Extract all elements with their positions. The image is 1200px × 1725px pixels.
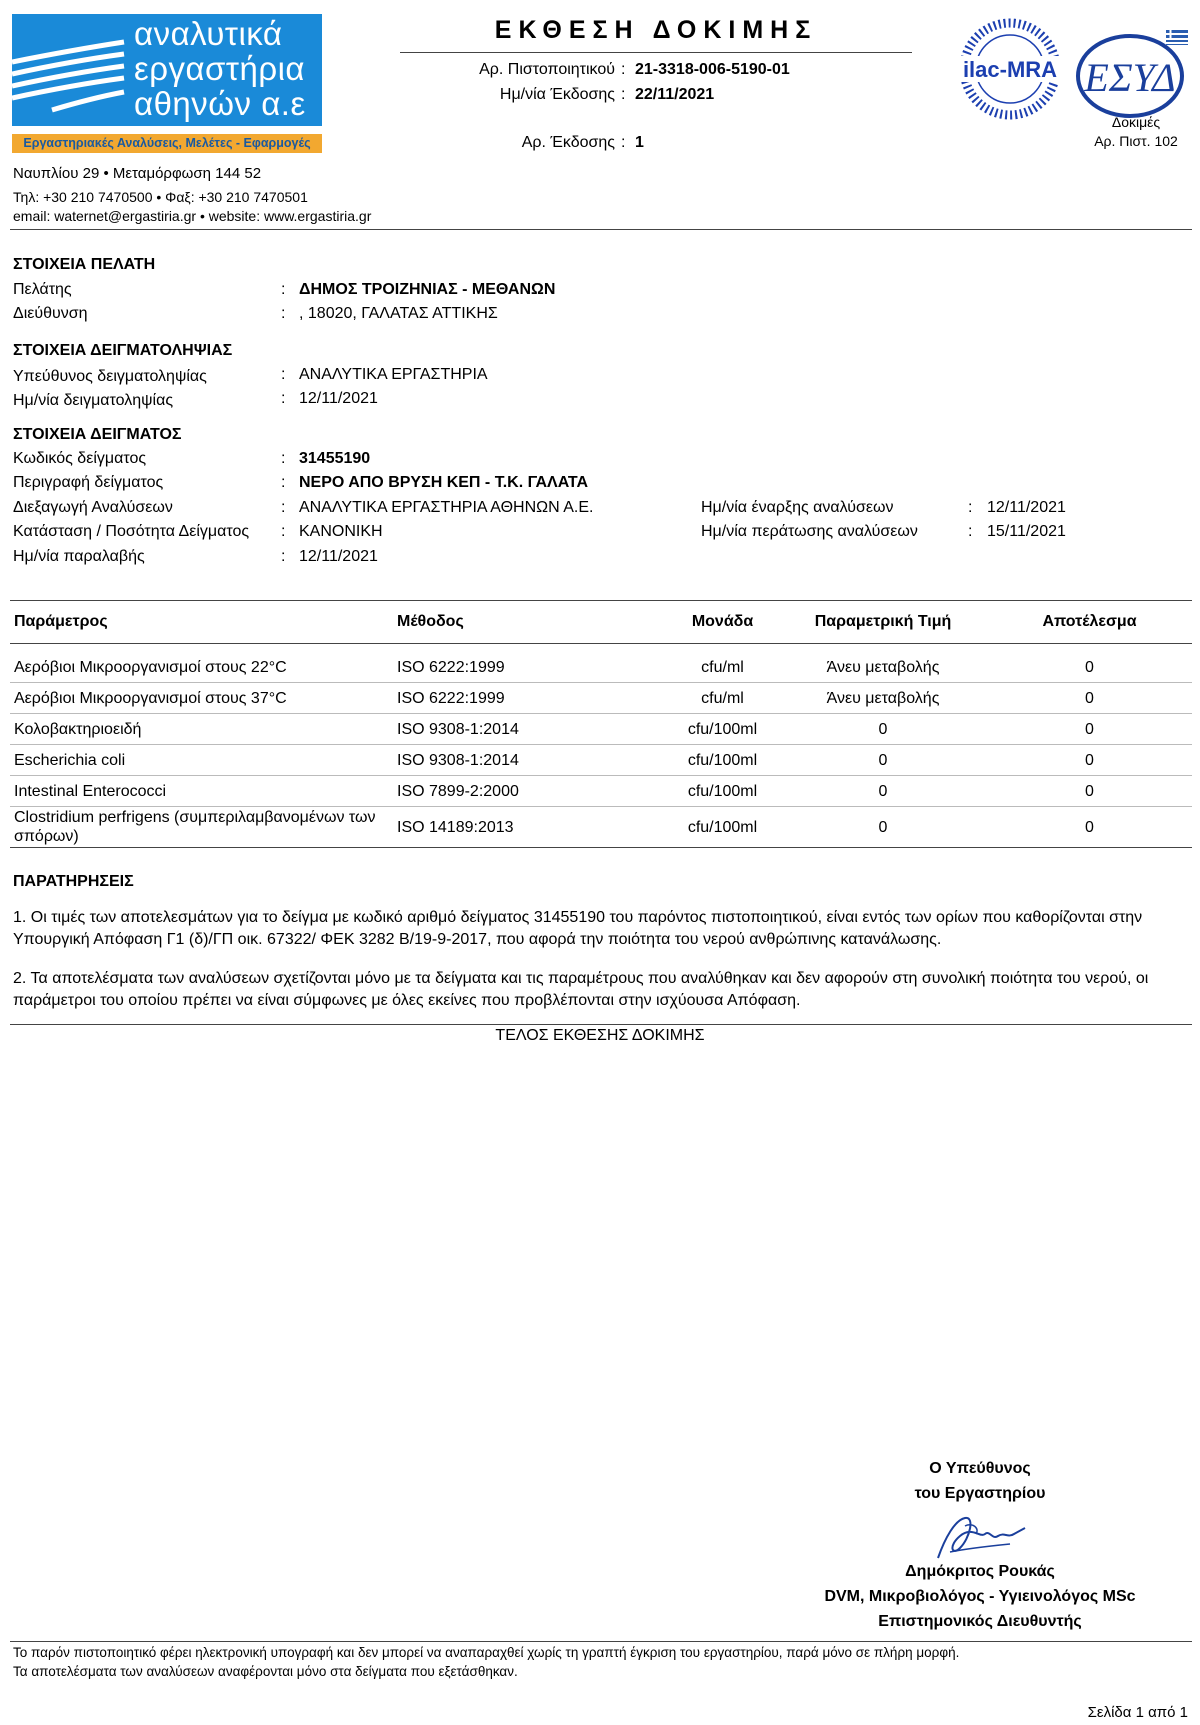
remarks-title: ΠΑΡΑΤΗΡΗΣΕΙΣ xyxy=(13,873,134,890)
sample-section-title: ΣΤΟΙΧΕΙΑ ΔΕΙΓΜΑΤΟΣ xyxy=(13,426,182,443)
cell-parameter: Αερόβιοι Μικροοργανισμοί στους 37°C xyxy=(10,683,393,714)
sample-desc-label: Περιγραφή δείγματος xyxy=(13,474,164,491)
col-param-value: Παραμετρική Τιμή xyxy=(779,601,987,644)
signer-name: Δημόκριτος Ρουκάς xyxy=(905,1563,1055,1580)
sampling-responsible-value: ΑΝΑΛΥΤΙΚΑ ΕΡΓΑΣΤΗΡΙΑ xyxy=(299,366,488,383)
cell-param-value: 0 xyxy=(779,745,987,776)
footer-divider xyxy=(10,1641,1192,1642)
cell-param-value: Άνευ μεταβολής xyxy=(779,644,987,683)
end-of-report: ΤΕΛΟΣ ΕΚΘΕΣΗΣ ΔΟΚΙΜΗΣ xyxy=(495,1027,705,1044)
sample-received-colon: : xyxy=(281,548,286,565)
cell-result: 0 xyxy=(987,714,1192,745)
issue-no-label: Αρ. Έκδοσης xyxy=(521,134,615,151)
cell-param-value: Άνευ μεταβολής xyxy=(779,683,987,714)
analysis-start-label: Ημ/νία έναρξης αναλύσεων xyxy=(701,499,894,516)
remarks-divider xyxy=(10,1024,1192,1025)
cell-unit: cfu/ml xyxy=(666,683,779,714)
cell-unit: cfu/ml xyxy=(666,644,779,683)
logo-line-3: αθηνών α.ε xyxy=(134,85,306,122)
sample-code-value: 31455190 xyxy=(299,450,371,467)
col-unit: Μονάδα xyxy=(666,601,779,644)
cell-result: 0 xyxy=(987,683,1192,714)
cert-value: 21-3318-006-5190-01 xyxy=(635,61,790,78)
analysis-end-label: Ημ/νία περάτωσης αναλύσεων xyxy=(701,523,918,540)
logo-tagline: Εργαστηριακές Αναλύσεις, Μελέτες - Εφαρμογές xyxy=(12,134,322,153)
cell-parameter: Intestinal Enterococci xyxy=(10,776,393,807)
cell-result: 0 xyxy=(987,644,1192,683)
sample-condition-label: Κατάσταση / Ποσότητα Δείγματος xyxy=(13,523,250,540)
remark-1: 1. Οι τιμές των αποτελεσμάτων για το δείγμα με κωδικό αριθμό δείγματος 31455190 του παρόντος πιστοποιητικού, είναι εντός των ορίων που καθορίζονται στην Υπουργική Απόφαση Γ1 (δ)/ΓΠ οικ. 67322/ ΦΕΚ 3282 Β/19-9-2017, που αφορά την ποιότητα του νερού ανθρώπινης κατανάλωσης. xyxy=(13,909,1143,948)
cell-unit: cfu/100ml xyxy=(666,807,779,848)
company-logo xyxy=(12,14,322,126)
esyd-tests-label: Δοκιμές xyxy=(1111,114,1161,130)
table-row xyxy=(10,683,1192,714)
cell-result: 0 xyxy=(987,807,1192,848)
page-number: Σελίδα 1 από 1 xyxy=(1087,1704,1188,1721)
cell-parameter: Αερόβιοι Μικροοργανισμοί στους 22°C xyxy=(10,644,393,683)
sample-received-label: Ημ/νία παραλαβής xyxy=(13,548,145,565)
cell-unit: cfu/100ml xyxy=(666,776,779,807)
esyd-cert-no: Αρ. Πιστ. 102 xyxy=(1094,133,1178,149)
sample-desc-value: ΝΕΡΟ ΑΠΟ ΒΡΥΣΗ ΚΕΠ - Τ.Κ. ΓΑΛΑΤΑ xyxy=(299,474,589,491)
table-row xyxy=(10,714,1192,745)
sampling-responsible-label: Υπεύθυνος δειγματοληψίας xyxy=(13,368,207,385)
sample-received-value: 12/11/2021 xyxy=(299,548,378,565)
sampling-responsible-colon: : xyxy=(281,366,286,383)
sampling-date-value: 12/11/2021 xyxy=(299,390,378,407)
col-method: Μέθοδος xyxy=(393,601,666,644)
logo-swoosh-icon xyxy=(12,14,132,126)
ilac-mra-logo-icon xyxy=(955,18,1065,120)
table-row xyxy=(10,745,1192,776)
logo-line-1: αναλυτικά xyxy=(134,15,283,52)
results-table xyxy=(10,600,1192,848)
title-underline xyxy=(400,52,912,53)
issue-date-label: Ημ/νία Έκδοσης xyxy=(499,86,615,103)
company-address: Ναυπλίου 29 • Μεταμόρφωση 144 52 xyxy=(13,165,262,182)
cell-method: ISO 9308-1:2014 xyxy=(393,714,666,745)
signature-line-1: Ο Υπεύθυνος xyxy=(929,1460,1031,1477)
cell-method: ISO 6222:1999 xyxy=(393,644,666,683)
client-section-title: ΣΤΟΙΧΕΙΑ ΠΕΛΑΤΗ xyxy=(13,256,156,273)
cell-param-value: 0 xyxy=(779,714,987,745)
cert-colon: : xyxy=(621,61,626,78)
signer-title: DVM, Μικροβιολόγος - Υγιεινολόγος MSc xyxy=(824,1588,1136,1605)
ilac-text: ilac-MRA xyxy=(962,57,1058,82)
cell-param-value: 0 xyxy=(779,776,987,807)
issue-no-value: 1 xyxy=(635,134,644,151)
sampling-date-colon: : xyxy=(281,390,286,407)
handwritten-signature-icon xyxy=(930,1508,1030,1563)
document-title: ΕΚΘΕΣΗ ΔΟΚΙΜΗΣ xyxy=(494,16,818,44)
cert-label: Αρ. Πιστοποιητικού xyxy=(479,61,615,78)
sample-code-label: Κωδικός δείγματος xyxy=(13,450,147,467)
cell-unit: cfu/100ml xyxy=(666,745,779,776)
sampling-section-title: ΣΤΟΙΧΕΙΑ ΔΕΙΓΜΑΤΟΛΗΨΙΑΣ xyxy=(13,342,233,359)
issue-date-value: 22/11/2021 xyxy=(635,86,715,103)
header-divider xyxy=(10,229,1192,230)
analysis-end-value: 15/11/2021 xyxy=(987,523,1066,540)
cell-result: 0 xyxy=(987,776,1192,807)
client-address-value: , 18020, ΓΑΛΑΤΑΣ ΑΤΤΙΚΗΣ xyxy=(299,305,498,322)
cell-param-value: 0 xyxy=(779,807,987,848)
table-row xyxy=(10,776,1192,807)
sample-performed-value: ΑΝΑΛΥΤΙΚΑ ΕΡΓΑΣΤΗΡΙΑ ΑΘΗΝΩΝ Α.Ε. xyxy=(299,499,594,516)
signature-line-2: του Εργαστηρίου xyxy=(914,1485,1046,1502)
sampling-date-label: Ημ/νία δειγματοληψίας xyxy=(13,392,174,409)
cell-method: ISO 7899-2:2000 xyxy=(393,776,666,807)
cell-result: 0 xyxy=(987,745,1192,776)
client-value: ΔΗΜΟΣ ΤΡΟΙΖΗΝΙΑΣ - ΜΕΘΑΝΩΝ xyxy=(299,281,556,298)
sample-code-colon: : xyxy=(281,450,286,467)
cell-parameter: Clostridium perfrigens (συμπεριλαμβανομένων των σπόρων) xyxy=(10,807,393,848)
sample-performed-label: Διεξαγωγή Αναλύσεων xyxy=(13,499,173,516)
cell-parameter: Κολοβακτηριοειδή xyxy=(10,714,393,745)
esyd-logo-icon xyxy=(1073,30,1191,120)
cell-method: ISO 9308-1:2014 xyxy=(393,745,666,776)
client-colon: : xyxy=(281,281,286,298)
esyd-text: ΕΣΥΔ xyxy=(1084,55,1176,100)
footer-line-1: Το παρόν πιστοποιητικό φέρει ηλεκτρονική υπογραφή και δεν μπορεί να αναπαραχθεί χωρίς τη γραπτή έγκριση του εργαστηρίου, παρά μόνο σε πλήρη μορφή. xyxy=(13,1645,960,1660)
issue-date-colon: : xyxy=(621,86,626,103)
table-row xyxy=(10,807,1192,848)
signer-role: Επιστημονικός Διευθυντής xyxy=(878,1613,1082,1630)
cell-method: ISO 6222:1999 xyxy=(393,683,666,714)
greek-flag-icon xyxy=(1166,30,1188,45)
remark-2: 2. Τα αποτελέσματα των αναλύσεων σχετίζονται μόνο με τα δείγματα και τις παραμέτρους που αναλύθηκαν και δεν αφορούν στη συνολική ποιότητα του νερού, οι παράμετροι του οποίου πρέπει να είναι σύμφωνες με όλες εκείνες που προβλέπονται στην ισχύουσα Απόφαση. xyxy=(13,970,1149,1009)
client-address-colon: : xyxy=(281,305,286,322)
client-label: Πελάτης xyxy=(13,281,72,298)
results-header-row xyxy=(10,601,1192,644)
sample-performed-colon: : xyxy=(281,499,286,516)
logo-line-2: εργαστήρια xyxy=(134,50,305,87)
analysis-start-colon: : xyxy=(968,499,973,516)
col-parameter: Παράμετρος xyxy=(10,601,393,644)
sample-condition-colon: : xyxy=(281,523,286,540)
company-phones: Τηλ: +30 210 7470500 • Φαξ: +30 210 7470501 xyxy=(13,189,308,205)
col-result: Αποτέλεσμα xyxy=(987,601,1192,644)
logo-wordmark xyxy=(134,16,306,121)
cell-unit: cfu/100ml xyxy=(666,714,779,745)
issue-no-colon: : xyxy=(621,134,626,151)
analysis-end-colon: : xyxy=(968,523,973,540)
cell-method: ISO 14189:2013 xyxy=(393,807,666,848)
sample-condition-value: ΚΑΝΟΝΙΚΗ xyxy=(299,523,383,540)
sample-desc-colon: : xyxy=(281,474,286,491)
footer-line-2: Τα αποτελέσματα των αναλύσεων αναφέρονται μόνο στα δείγματα που εξετάσθηκαν. xyxy=(13,1664,518,1679)
analysis-start-value: 12/11/2021 xyxy=(987,499,1066,516)
company-web: email: waternet@ergastiria.gr • website: www.ergastiria.gr xyxy=(13,208,372,224)
table-row xyxy=(10,644,1192,683)
client-address-label: Διεύθυνση xyxy=(13,305,88,322)
cell-parameter: Escherichia coli xyxy=(10,745,393,776)
